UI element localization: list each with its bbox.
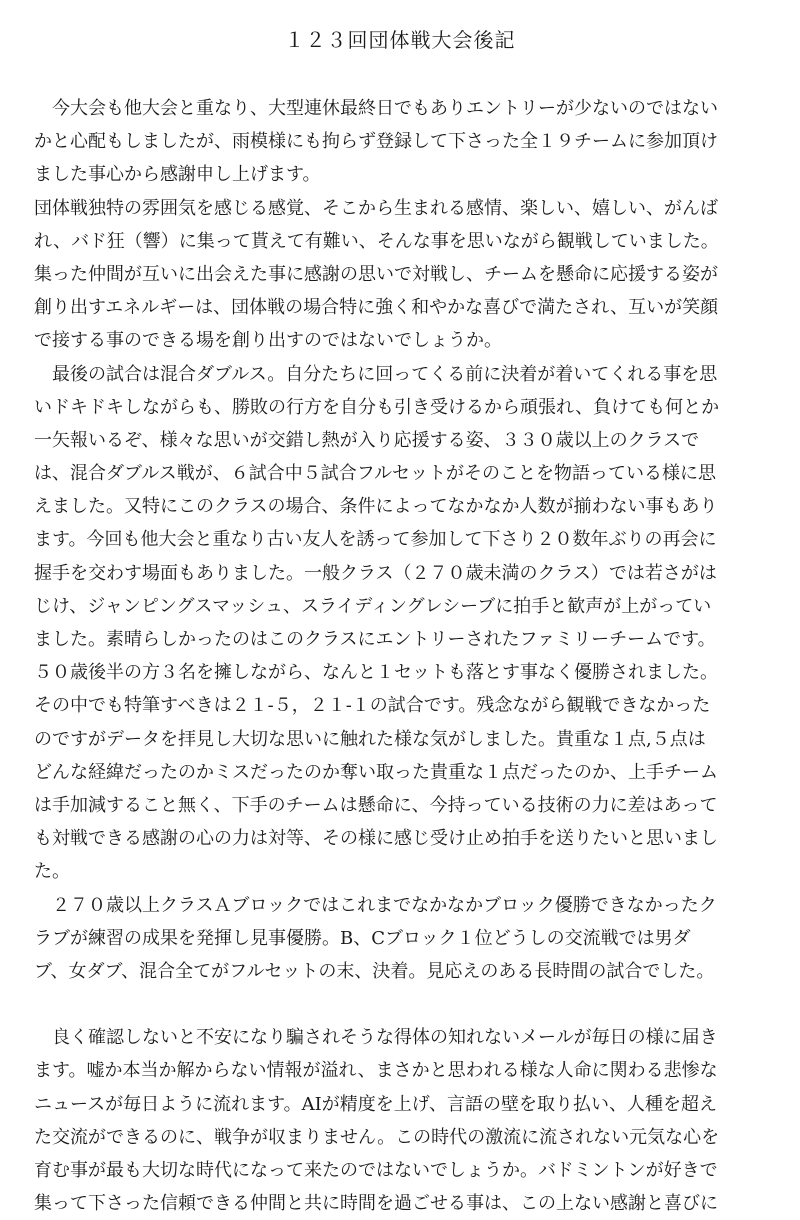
text-line: ました。素晴らしかったのはこのクラスにエントリーされたファミリーチームです。	[34, 629, 716, 650]
text-line: いドキドキしながらも、勝敗の行方を自分も引き受けるから頑張れ、負けても何とか	[34, 396, 720, 418]
text-line: のですがデータを拝見し大切な思いに触れた様な気がしました。貴重な１点,５点は	[34, 728, 706, 750]
text-line: ２７０歳以上クラスＡブロックではこれまでなかなかブロック優勝できなかったク	[34, 894, 717, 916]
text-line: れ、バド狂（響）に集って貰えて有難い、そんな事を思いながら観戦していました。	[34, 230, 719, 252]
text-line: 一矢報いるぞ、様々な思いが交錯し熱が入り応援する姿、３３０歳以上のクラスで	[34, 429, 700, 451]
text-line: は、混合ダブルス戦が、６試合中５試合フルセットがそのことを物語っている様に思	[34, 463, 717, 485]
text-line: 創り出すエネルギーは、団体戦の場合特に強く和やかな喜びで満たされ、互いが笑顔	[34, 297, 719, 319]
text-line: ました事心から感謝申し上げます。	[34, 164, 321, 186]
text-line: ニュースが毎日ように流れます。AIが精度を上げ、言語の壁を取り払い、人種を超え	[34, 1093, 718, 1115]
text-line: は手加減すること無く、下手のチームは懸命に、今持っている技術の力に差はあって	[34, 794, 718, 816]
text-line: 今大会も他大会と重なり、大型連休最終日でもありエントリーが少ないのではない	[34, 98, 718, 119]
text-line: た。	[34, 861, 70, 883]
text-line: ブ、女ダブ、混合全てがフルセットの末、決着。見応えのある長時間の試合でした。	[34, 960, 715, 982]
text-line: どんな経緯だったのかミスだったのか奪い取った貴重な１点だったのか、上手チーム	[34, 761, 718, 783]
text-line: で接する事のできる場を創り出すのではないでしょうか。	[34, 330, 502, 352]
text-line: えました。又特にこのクラスの場合、条件によってなかなか人数が揃わない事もあり	[34, 496, 718, 518]
text-line: 集った仲間が互いに出会えた事に感謝の思いで対戦し、チームを懸命に応援する姿が	[34, 263, 718, 285]
text-line: ます。今回も他大会と重なり古い友人を誘って参加して下さり２０数年ぶりの再会に	[34, 529, 717, 551]
paragraph-gap	[34, 988, 774, 1021]
text-line: ５０歳後半の方３名を擁しながら、なんと１セットも落とす事なく優勝されました。	[34, 662, 718, 684]
text-line: ます。嘘か本当か解からない情報が溢れ、まさかと思われる様な人命に関わる悲惨な	[34, 1060, 718, 1082]
text-line: も対戦できる感謝の心の力は対等、その様に感じ受け止め拍手を送りたいと思いまし	[34, 828, 718, 850]
page-title: １２３回団体戦大会後記	[284, 28, 516, 52]
text-line: 握手を交わす場面もありました。一般クラス（２７０歳未満のクラス）では若さがは	[34, 562, 717, 584]
text-line: 良く確認しないと不安になり騙されそうな得体の知れないメールが毎日の様に届き	[34, 1027, 718, 1049]
article-body	[34, 92, 774, 1220]
text-line: ラブが練習の成果を発揮し見事優勝。B、Cブロック１位どうしの交流戦では男ダ	[34, 927, 691, 949]
text-line: 集って下さった信頼できる仲間と共に時間を過ごせる事は、この上ない感謝と喜びに	[34, 1193, 718, 1215]
text-line: 育む事が最も大切な時代になって来たのではないでしょうか。バドミントンが好きで	[34, 1160, 718, 1181]
text-line: その中でも特筆すべきは２１-５，２１-１の試合です。残念ながら観戦できなかった	[34, 695, 711, 717]
text-line: た交流ができるのに、戦争が収まりません。この時代の激流に流されない元気な心を	[34, 1126, 720, 1148]
text-line: 最後の試合は混合ダブルス。自分たちに回ってくる前に決着が着いてくれる事を思	[34, 363, 718, 385]
text-line: かと心配もしましたが、雨模様にも拘らず登録して下さった全１９チームに参加頂け	[34, 131, 718, 153]
text-line: 団体戦独特の雰囲気を感じる感覚、そこから生まれる感情、楽しい、嬉しい、がんば	[34, 197, 718, 219]
text-line: じけ、ジャンピングスマッシュ、スライディングレシーブに拍手と歓声が上がってい	[34, 595, 712, 617]
